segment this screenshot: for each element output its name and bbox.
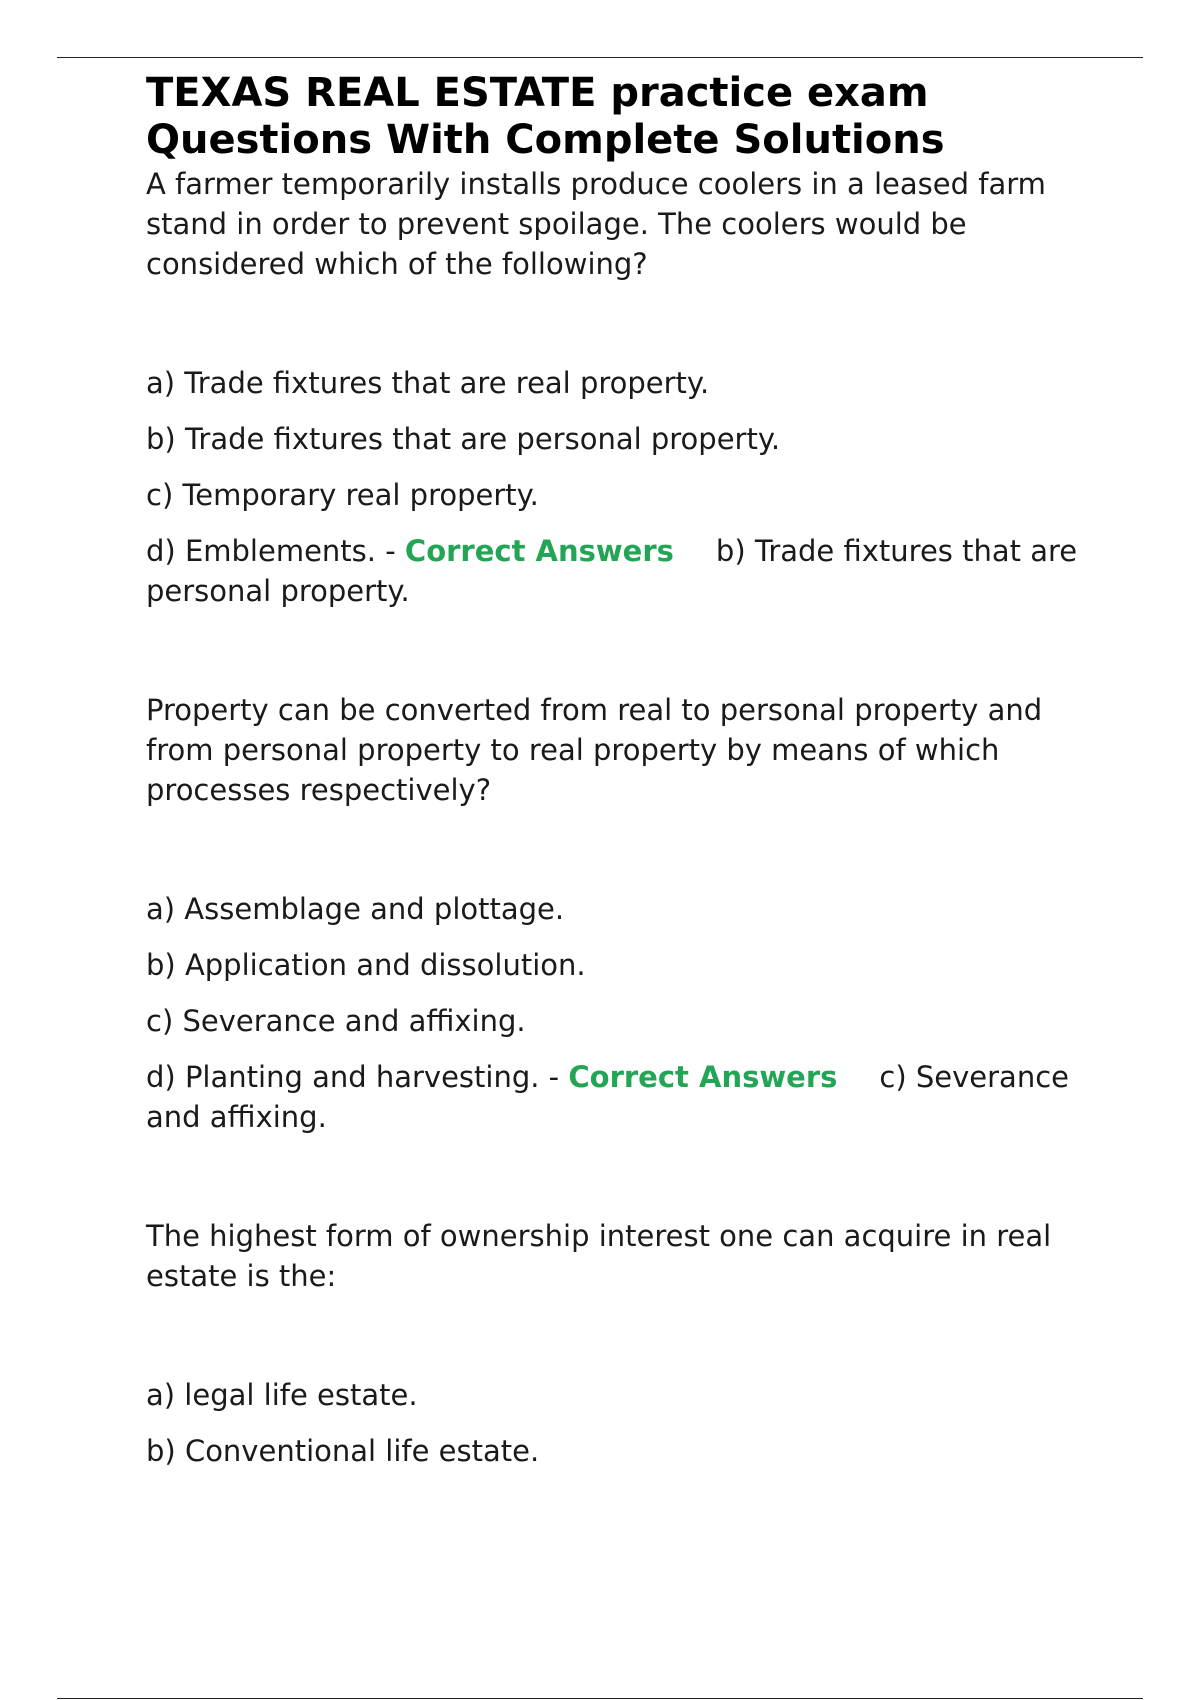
question-block-1 <box>146 164 1096 611</box>
option-d: d) Emblements. <box>146 534 376 568</box>
answer-separator: - <box>376 534 405 568</box>
option-a: a) Assemblage and plottage. <box>146 892 565 926</box>
document-body <box>146 70 1096 1471</box>
question-text: Property can be converted from real to personal property and from personal property to real property by means of which processes respectively? <box>146 693 1043 807</box>
question-block-2 <box>146 690 1096 1137</box>
question-text: The highest form of ownership interest one can acquire in real estate is the: <box>146 1219 1052 1293</box>
correct-answers-label: Correct Answers <box>568 1060 838 1094</box>
option-b: b) Application and dissolution. <box>146 948 586 982</box>
option-a: a) legal life estate. <box>146 1378 418 1412</box>
top-rule <box>57 57 1143 58</box>
correct-answers-label: Correct Answers <box>404 534 674 568</box>
correct-answer-text: c) Severance and affixing. <box>146 1060 1069 1134</box>
option-a: a) Trade fixtures that are real property. <box>146 366 710 400</box>
document-title <box>146 70 1096 164</box>
correct-answer-text: b) Trade fixtures that are personal property. <box>146 534 1078 608</box>
answer-separator: - <box>539 1060 569 1094</box>
option-c: c) Temporary real property. <box>146 478 539 512</box>
bottom-rule <box>57 1698 1143 1699</box>
option-d: d) Planting and harvesting. <box>146 1060 540 1094</box>
option-d-with-answer <box>146 531 1096 611</box>
option-b: b) Trade fixtures that are personal property. <box>146 422 781 456</box>
option-d-with-answer <box>146 1057 1096 1137</box>
option-b: b) Conventional life estate. <box>146 1434 540 1468</box>
title-line-1: TEXAS REAL ESTATE practice exam <box>146 70 929 116</box>
question-block-3 <box>146 1216 1096 1471</box>
option-c: c) Severance and affixing. <box>146 1004 526 1038</box>
title-line-2: Questions With Complete Solutions <box>146 117 945 163</box>
question-text: A farmer temporarily installs produce coolers in a leased farm stand in order to prevent spoilage. The coolers would be considered which of the following? <box>146 167 1046 281</box>
